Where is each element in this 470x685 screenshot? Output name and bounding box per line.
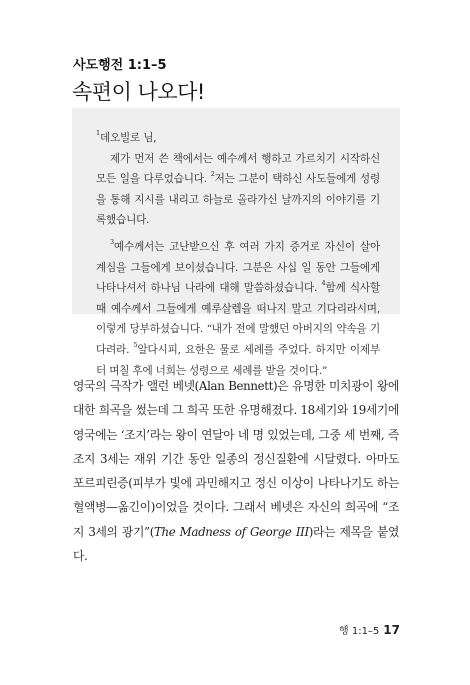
verse-number: 3 — [110, 237, 114, 246]
verse-5-text: 알다시피, 요한은 물로 세례를 주었다. 하지만 이제부터 며칠 후에 너희는 성령으로 세례를 받을 것이다.” — [96, 343, 380, 377]
page-number: 17 — [383, 623, 400, 637]
page-footer — [339, 622, 400, 637]
verse-number: 2 — [210, 170, 215, 179]
scripture-passage — [96, 128, 380, 381]
verse-2-text: 저는 그분이 택하신 사도들에게 성령을 통해 지시를 내리고 하늘로 올라가신 날까지의 이야기를 기록했습니다. — [96, 173, 381, 227]
body-text-part-1: 영국의 극작가 앨런 베넷(Alan Bennett)은 유명한 미치광이 왕에 대한 희곡을 썼는데 그 희곡 또한 유명해졌다. 18세기와 19세기에 영국에는 ‘조지’라는 왕이 연달아 네 명 있었는데, 그중 세 번째, 즉 조지 3세는 재위 기간 동안 일종의 정신질환에 시달렸다. 아마도 포르피린증(피부가 빛에 과민해지고 정신 이상이 나타나기도 하는 혈액병—옮긴이)이었을 것이다. 그래서 베넷은 자신의 희곡에 “조지 3세의 광기”( — [73, 379, 399, 539]
verse-4-text: 함께 식사할 때 예수께서 그들에게 예루살렘을 떠나지 말고 기다리라시며, 이렇게 당부하셨습니다. “내가 전에 말했던 아버지의 약속을 기다려라. — [96, 282, 380, 356]
verse-3-text: 예수께서는 고난받으신 후 여러 가지 증거로 자신이 살아 계심을 그들에게 보이셨습니다. 그분은 사십 일 동안 그들에게 나타나셔서 하나님 나라에 대해 말씀하셨습니다. — [96, 240, 380, 295]
running-head: 행 1:1–5 — [339, 626, 380, 637]
chapter-title: 속편이 나오다! — [72, 80, 205, 104]
verse-number: 5 — [133, 340, 138, 349]
scripture-paragraph-2 — [96, 237, 380, 381]
body-text-part-2: )라는 제목을 붙였다. — [73, 524, 399, 564]
scripture-greeting — [96, 128, 380, 149]
greeting-text: 데오빌로 님, — [99, 132, 157, 144]
scripture-paragraph-1 — [96, 149, 380, 231]
verse-number: 4 — [321, 279, 326, 288]
book-title: The Madness of George III — [153, 524, 309, 539]
body-paragraph — [73, 374, 399, 568]
verse-1-text: 제가 먼저 쓴 책에서는 예수께서 행하고 가르치기 시작하신 모든 일을 다루었습니다. — [96, 152, 380, 186]
passage-reference: 사도행전 1:1–5 — [73, 58, 167, 73]
verse-number: 1 — [96, 129, 100, 137]
